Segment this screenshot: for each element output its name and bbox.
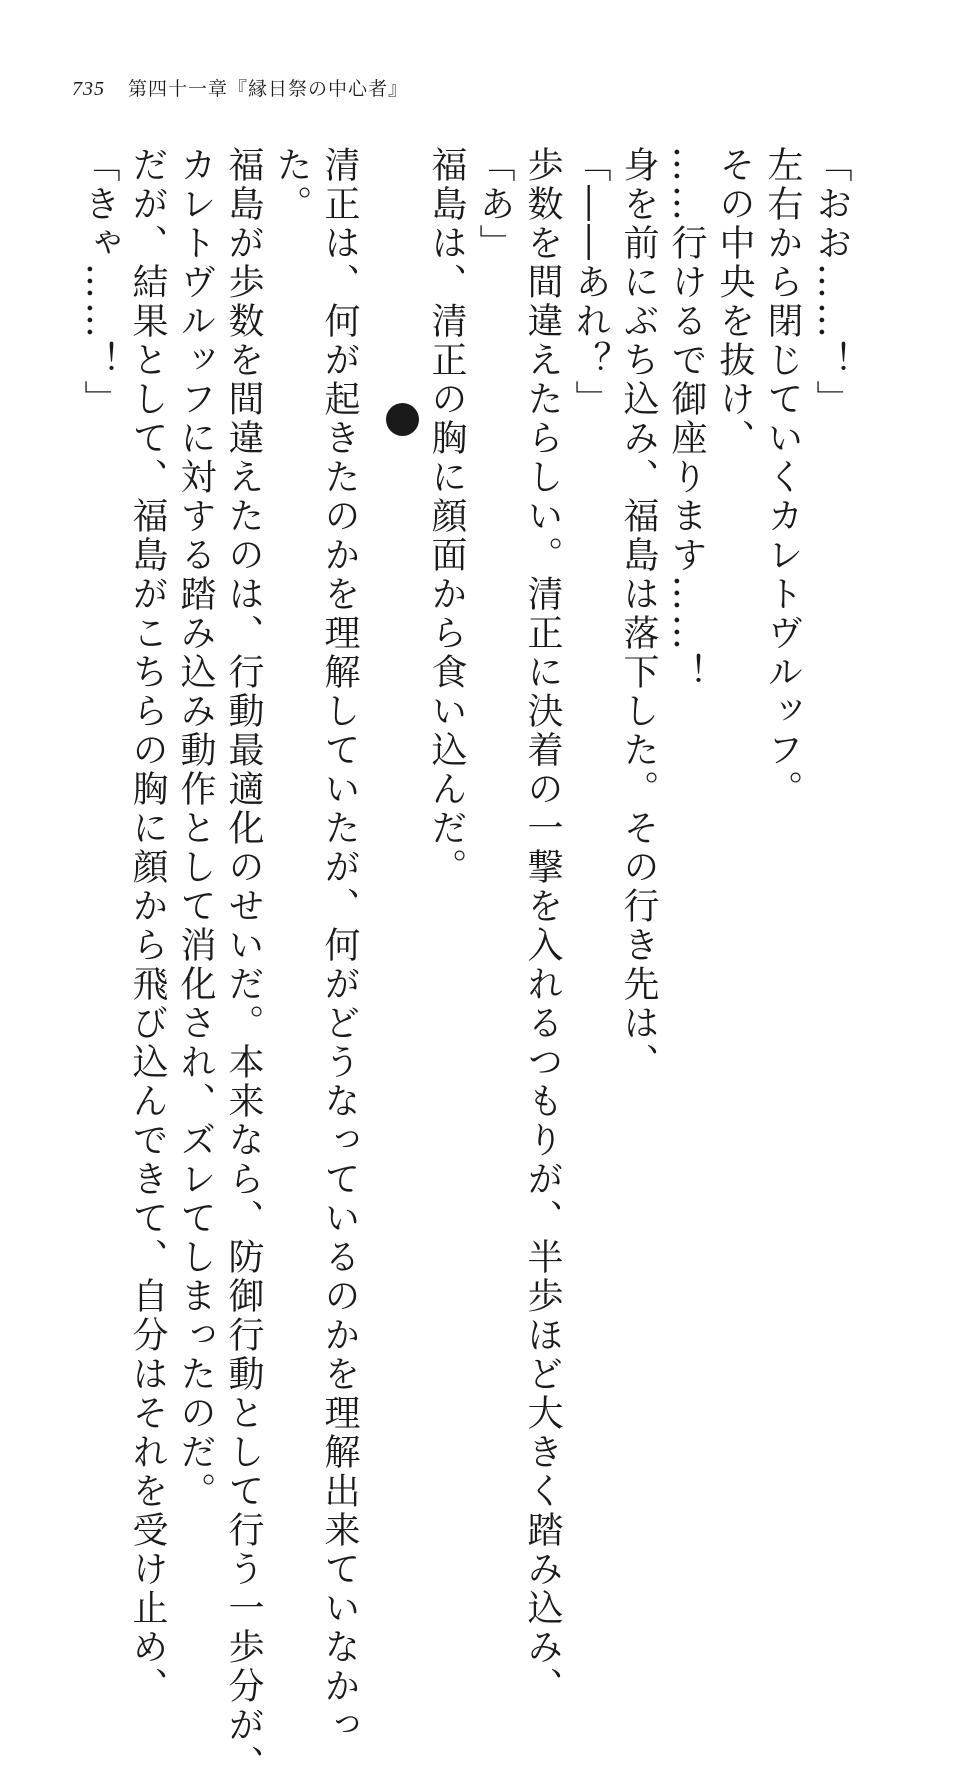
text-line: だが、結果として、福島がこちらの胸に顔から飛び込んできて、自分はそれを受け止め、 xyxy=(127,146,168,1706)
text-line: 福島が歩数を間違えたのは、行動最適化のせいだ。本来なら、防御行動として行う一歩分が、 xyxy=(223,146,264,1784)
text-line: 身を前にぶち込み、福島は落下した。その行き先は、 xyxy=(618,146,659,1082)
text-line: その中央を抜け、 xyxy=(714,146,755,458)
text-line: 福島は、清正の胸に顔面から食い込んだ。 xyxy=(426,146,467,887)
scene-break-dot xyxy=(386,403,419,436)
page-number: 735 xyxy=(72,78,105,100)
text-line: た。 xyxy=(271,146,312,224)
text-line: 「きゃ……！」 xyxy=(79,146,120,419)
text-line: 歩数を間違えたらしい。清正に決着の一撃を入れるつもりが、半歩ほど大きく踏み込み、 xyxy=(522,146,563,1706)
text-line: 「おお……！」 xyxy=(811,146,852,419)
text-line: 左右から閉じていくカレトヴルッフ。 xyxy=(762,146,803,809)
text-line: 「あ」 xyxy=(474,146,515,263)
text-line: 「――あれ？」 xyxy=(570,146,611,419)
text-line: 清正は、何が起きたのかを理解していたが、何がどうなっているのかを理解出来ていなかっ xyxy=(319,146,360,1745)
text-line: ……行けるで御座ります……！ xyxy=(666,146,707,692)
running-header xyxy=(72,74,408,101)
text-line: カレトヴルッフに対する踏み込み動作として消化され、ズレてしまったのだ。 xyxy=(175,146,216,1511)
chapter-title: 第四十一章『縁日祭の中心者』 xyxy=(128,78,409,100)
